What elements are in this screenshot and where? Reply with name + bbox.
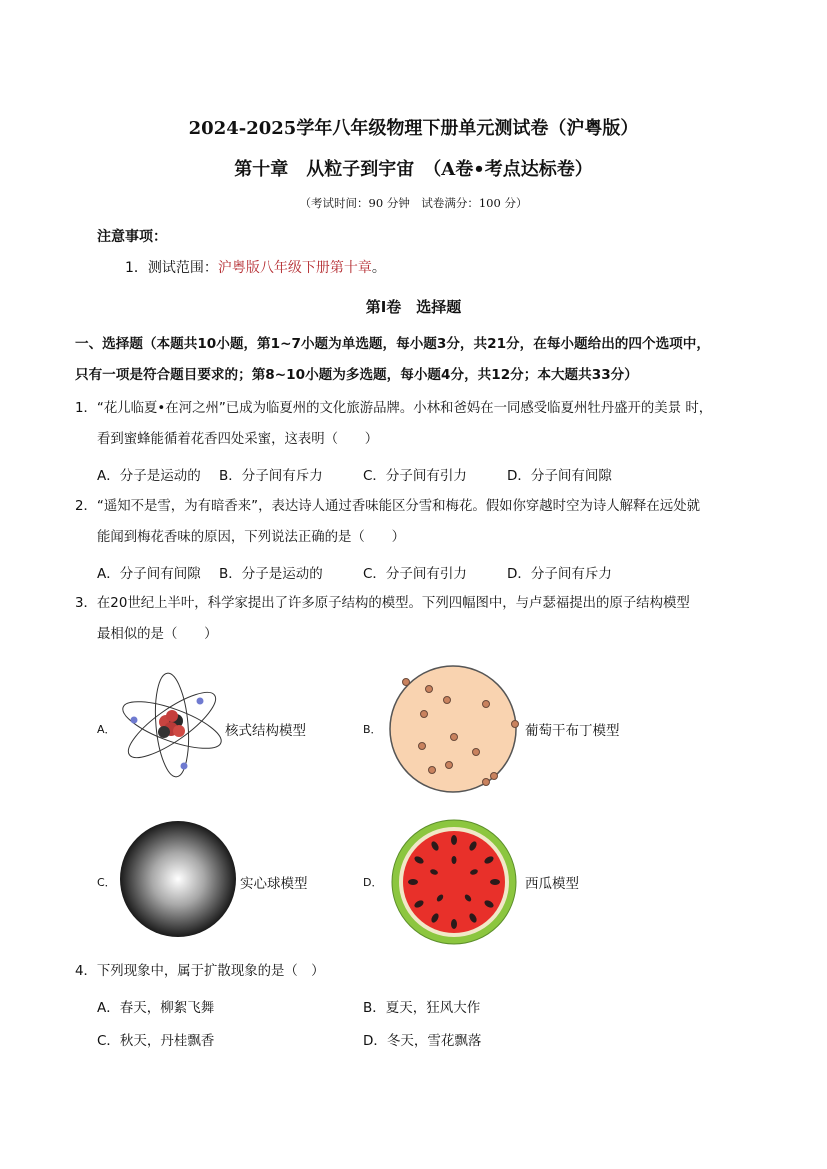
q4-option-d[interactable]: D．冬天，雪花飘落 xyxy=(363,1033,482,1049)
figure-a-letter[interactable]: A． xyxy=(97,723,116,736)
q1-option-c[interactable]: C．分子间有引力 xyxy=(363,468,467,484)
q2-option-c[interactable]: C．分子间有引力 xyxy=(363,566,467,582)
section-title: 第Ⅰ卷 选择题 xyxy=(365,298,462,316)
question-1-line2: 看到蜜蜂能循着花香四处采蜜，这表明（ ） xyxy=(97,432,379,447)
chapter-title: 第十章 从粒子到宇宙 （A卷•考点达标卷） xyxy=(234,159,593,180)
figure-a-caption: 核式结构模型 xyxy=(225,723,306,739)
question-3-line2: 最相似的是（ ） xyxy=(97,627,218,642)
notes-heading: 注意事项： xyxy=(97,229,167,245)
q2-option-b[interactable]: B．分子是运动的 xyxy=(219,566,323,582)
figure-c-caption: 实心球模型 xyxy=(240,876,308,892)
notes-item-1 xyxy=(125,258,386,278)
q1-option-b[interactable]: B．分子间有斥力 xyxy=(219,468,323,484)
figure-d-caption: 西瓜模型 xyxy=(525,876,579,892)
section-instruction-2: 只有一项是符合题目要求的；第8~10小题为多选题，每小题4分，共12分；本大题共33分） xyxy=(75,367,638,383)
plum-pudding-figure xyxy=(386,664,520,794)
watermelon-figure xyxy=(388,818,520,946)
solid-sphere-figure xyxy=(118,818,238,940)
q2-option-a[interactable]: A．分子间有间隙 xyxy=(97,566,201,582)
q4-option-b[interactable]: B．夏天，狂风大作 xyxy=(363,1000,481,1016)
q1-option-a[interactable]: A．分子是运动的 xyxy=(97,468,201,484)
question-2-line1: 2．“遥知不是雪，为有暗香来”，表达诗人通过香味能区分雪和梅花。假如你穿越时空为诗人解释在远处就 xyxy=(75,499,700,514)
q2-option-d[interactable]: D．分子间有斥力 xyxy=(507,566,612,582)
question-4-line1: 4．下列现象中，属于扩散现象的是（ ） xyxy=(75,964,325,979)
figure-b-caption: 葡萄干布丁模型 xyxy=(525,723,620,739)
question-2-line2: 能闻到梅花香味的原因，下列说法正确的是（ ） xyxy=(97,530,405,545)
notes-item-suffix: 。 xyxy=(371,260,386,276)
exam-info: （考试时间：90 分钟 试卷满分：100 分） xyxy=(299,196,528,210)
test-range: 沪粤版八年级下册第十章 xyxy=(217,260,372,276)
figure-b-letter[interactable]: B． xyxy=(363,723,382,736)
q4-option-c[interactable]: C．秋天，丹桂飘香 xyxy=(97,1033,215,1049)
question-1-line1: 1．“花儿临夏•在河之州”已成为临夏州的文化旅游品牌。小林和爸妈在一同感受临夏州牡丹盛开的美景 时， xyxy=(75,401,713,416)
question-3-line1: 3．在20世纪上半叶，科学家提出了许多原子结构的模型。下列四幅图中，与卢瑟福提出的原子结构模型 xyxy=(75,596,690,611)
figure-d-letter[interactable]: D． xyxy=(363,876,383,889)
q1-option-d[interactable]: D．分子间有间隙 xyxy=(507,468,612,484)
q4-option-a[interactable]: A．春天，柳絮飞舞 xyxy=(97,1000,215,1016)
nuclear-model-figure xyxy=(118,666,226,784)
section-instruction-1: 一、选择题（本题共10小题，第1~7小题为单选题，每小题3分，共21分，在每小题给出的四个选项中， xyxy=(75,336,710,352)
figure-c-letter[interactable]: C． xyxy=(97,876,116,889)
notes-item-prefix: 1．测试范围： xyxy=(125,260,218,276)
page-title: 2024-2025学年八年级物理下册单元测试卷（沪粤版） xyxy=(188,118,639,139)
